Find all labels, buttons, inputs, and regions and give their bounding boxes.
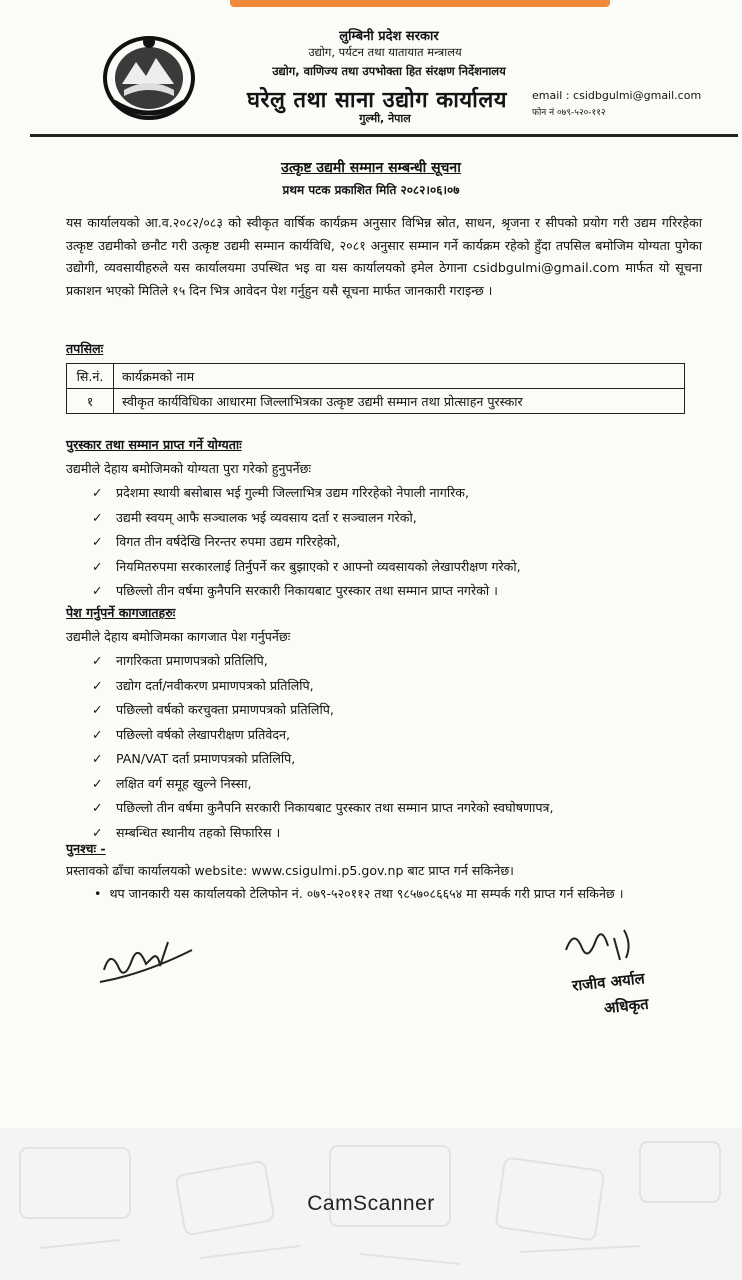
note-website-line: प्रस्तावको ढाँचा कार्यालयको website: www.csigulmi.p5.gov.np बाट प्राप्त गर्न सकिनेछ। (66, 863, 514, 878)
check-icon: ✓ (92, 677, 103, 693)
ministry-name: उद्योग, पर्यटन तथा यातायात मन्त्रालय (308, 45, 462, 59)
email-text: email : csidbgulmi@gmail.com (532, 89, 702, 102)
check-icon: ✓ (92, 702, 103, 717)
check-icon: ✓ (92, 726, 103, 742)
notice-body: यस कार्यालयको आ.व.२०८२/०८३ को स्वीकृत वार्षिक कार्यक्रम अनुसार विभिन्न स्रोत, साधन, श्रृजना र सीपको प्रयोग गरी उद्यम गरिरहेका उत्कृष्ट उद्यमीको छनौट गरी उत्कृष्ट उद्यमी सम्मान कार्यविधि, २०८१ अनुसार सम्मान गर्ने कार्यक्रम रहेको हुँदा तपसिल बमोजिम योग्यता पुगेका उद्योगी, व्यवसायीहरुले यस कार्यालयमा उपस्थित भइ वा यस कार्यालयको इमेल ठेगाना csidbgulmi@gmail.com मार्फत यो सूचना प्रकाशन भएको मितिले १५ दिन भित्र आवेदन पेश गर्नुहुन यसै सूचना मार्फत जानकारी गराइन्छ । (66, 215, 702, 298)
list-item: ✓ सम्बन्धित स्थानीय तहको सिफारिस । (92, 824, 281, 840)
eligibility-intro: उद्यमीले देहाय बमोजिमको योग्यता पुरा गरेको हुनुपर्नेछः (66, 461, 311, 476)
list-item: ✓ PAN/VAT दर्ता प्रमाणपत्रको प्रतिलिपि, (92, 751, 296, 766)
directorate-name: उद्योग, वाणिज्य तथा उपभोक्ता हित संरक्षण निर्देशनालय (272, 64, 506, 78)
list-item: ✓ उद्यमी स्वयम् आफै सञ्चालक भई व्यवसाय दर्ता र सञ्चालन गरेको, (92, 509, 417, 525)
list-item: ✓ पछिल्लो वर्षको लेखापरीक्षण प्रतिवेदन, (92, 726, 291, 742)
header-divider (30, 134, 738, 137)
notice-title: उत्कृष्ट उद्यमी सम्मान सम्बन्धी सूचना (281, 160, 461, 176)
check-icon: ✓ (92, 824, 103, 840)
check-icon: ✓ (92, 485, 103, 500)
eligibility-list (92, 484, 521, 607)
list-item: ✓ पछिल्लो वर्षको करचुक्ता प्रमाणपत्रको प्रतिलिपि, (92, 702, 334, 717)
list-item: ✓ नागरिकता प्रमाणपत्रको प्रतिलिपि, (92, 653, 268, 668)
scan-edge-strip (230, 0, 610, 7)
table-cell: १ (67, 389, 114, 414)
office-name: घरेलु तथा साना उद्योग कार्यालय (246, 88, 508, 113)
list-item: ✓ उद्योग दर्ता/नवीकरण प्रमाणपत्रको प्रतिलिपि, (92, 677, 314, 693)
check-icon: ✓ (92, 751, 103, 766)
header-cell: कार्यक्रमको नाम (114, 364, 685, 389)
publish-date: प्रथम पटक प्रकाशित मिति २०८२।०६।०७ (282, 183, 460, 197)
check-icon: ✓ (92, 583, 103, 598)
note-contact-bullet: • थप जानकारी यस कार्यालयको टेलिफोन नं. ०७९-५२०११२ तथा ९८५७०८६६५४ मा सम्पर्क गरी प्राप्त गर्न सकिनेछ । (94, 886, 624, 901)
program-table (66, 363, 685, 414)
phone-text: फोन नं ०७९-५२०-११२ (532, 108, 606, 118)
check-icon: ✓ (92, 558, 103, 574)
officer-designation: अधिकृत (603, 994, 650, 1018)
camscanner-watermark: CamScanner (307, 1192, 435, 1215)
officer-name: राजीव अर्याल (571, 969, 646, 995)
table-row (67, 389, 685, 414)
documents-heading: पेश गर्नुपर्ने कागजातहरुः (66, 605, 176, 620)
contact-block (532, 89, 701, 118)
check-icon: ✓ (92, 534, 103, 549)
list-item: ✓ प्रदेशमा स्थायी बसोबास भई गुल्मी जिल्लाभित्र उद्यम गरिरहेको नेपाली नागरिक, (92, 485, 469, 500)
documents-list (92, 652, 553, 848)
signature-left (96, 930, 196, 990)
table-cell: स्वीकृत कार्यविधिका आधारमा जिल्लाभित्रका उत्कृष्ट उद्यमी सम्मान तथा प्रोत्साहन पुरस्कार (114, 389, 685, 414)
list-item: ✓ विगत तीन वर्षदेखि निरन्तर रुपमा उद्यम गरिरहेको, (92, 534, 341, 549)
header-cell: सि.नं. (67, 364, 114, 389)
check-icon: ✓ (92, 653, 103, 668)
bullet-icon: • (94, 886, 110, 901)
office-location: गुल्मी, नेपाल (359, 112, 411, 125)
check-icon: ✓ (92, 509, 103, 525)
list-item: ✓ पछिल्लो तीन वर्षमा कुनैपनि सरकारी निकायबाट पुरस्कार तथा सम्मान प्राप्त नगरेको । (92, 583, 498, 598)
check-icon: ✓ (92, 775, 103, 791)
eligibility-heading: पुरस्कार तथा सम्मान प्राप्त गर्ने योग्यताः (66, 437, 242, 452)
list-item: ✓ लक्षित वर्ग समूह खुल्ने निस्सा, (92, 775, 252, 791)
government-name: लुम्बिनी प्रदेश सरकार (339, 29, 439, 44)
note-heading: पुनश्चः - (66, 841, 106, 856)
list-item: ✓ पछिल्लो तीन वर्षमा कुनैपनि सरकारी निकायबाट पुरस्कार तथा सम्मान प्राप्त नगरेको स्वघोषणापत्र, (92, 800, 554, 815)
list-item: ✓ नियमितरुपमा सरकारलाई तिर्नुपर्ने कर बुझाएको र आफ्नो व्यवसायको लेखापरीक्षण गरेको, (92, 558, 521, 574)
signature-right (556, 920, 646, 975)
details-heading: तपसिलः (66, 341, 104, 356)
check-icon: ✓ (92, 800, 103, 815)
table-header-row (67, 364, 685, 389)
documents-intro: उद्यमीले देहाय बमोजिमका कागजात पेश गर्नुपर्नेछः (66, 629, 291, 644)
